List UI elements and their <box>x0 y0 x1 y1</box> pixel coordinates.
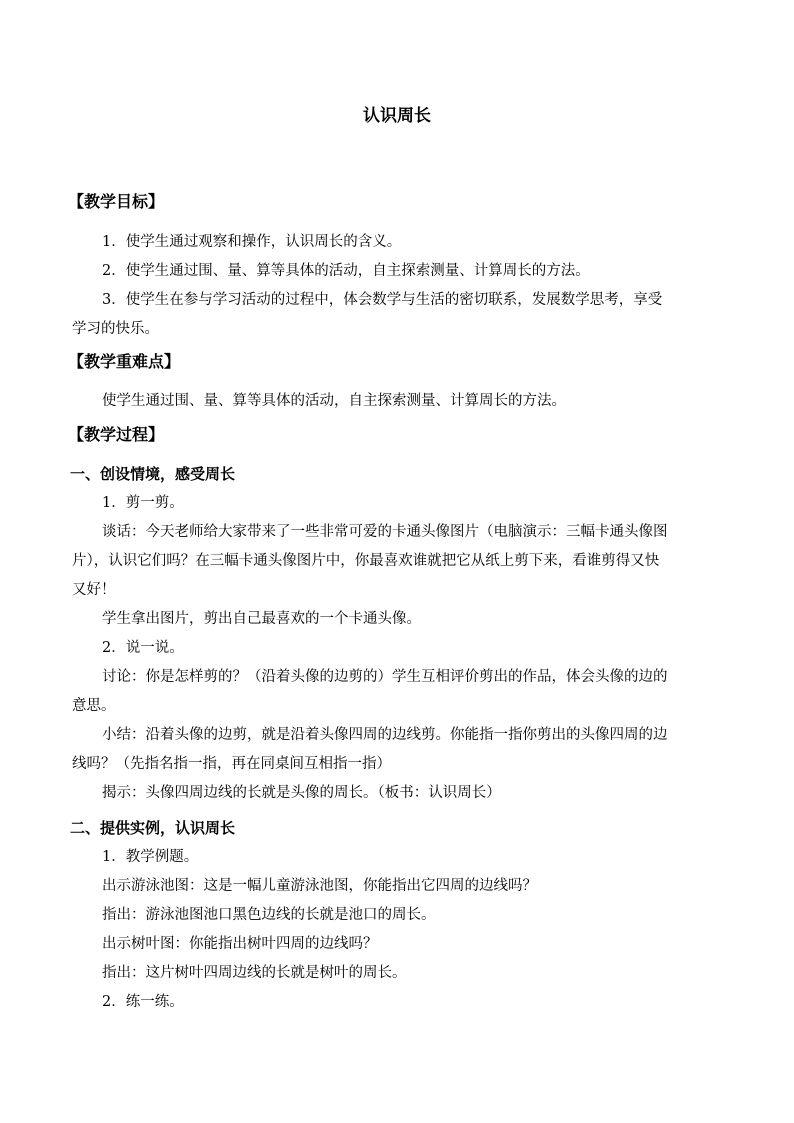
part1-line: 又好！ <box>72 582 116 598</box>
part2-body <box>72 843 722 1017</box>
key-points-heading: 【教学重难点】 <box>68 352 181 371</box>
part1-line: 1．剪一剪。 <box>102 495 184 511</box>
part1-line: 线吗？（先指名指一指，再在同桌间互相指一指） <box>72 756 391 772</box>
page-title: 认识周长 <box>363 106 431 126</box>
goals-heading: 【教学目标】 <box>68 192 165 211</box>
part2-line: 出示树叶图：你能指出树叶四周的边线吗？ <box>102 936 378 952</box>
part2-line: 指出：这片树叶四周边线的长就是树叶的周长。 <box>102 965 407 981</box>
part1-body <box>72 489 722 808</box>
goal-item: 2．使学生通过围、量、算等具体的活动，自主探索测量、计算周长的方法。 <box>102 263 590 279</box>
goal-item: 3．使学生在参与学习活动的过程中，体会数学与生活的密切联系，发展数学思考，享受 <box>102 292 663 308</box>
key-points-text: 使学生通过围、量、算等具体的活动，自主探索测量、计算周长的方法。 <box>102 393 566 409</box>
goals-list <box>72 228 722 344</box>
part1-line: 学生拿出图片，剪出自己最喜欢的一个卡通头像。 <box>102 611 421 627</box>
goal-item: 1．使学生通过观察和操作，认识周长的含义。 <box>102 234 402 250</box>
part1-line: 2．说一说。 <box>102 640 184 656</box>
process-heading: 【教学过程】 <box>68 425 165 444</box>
part2-line: 出示游泳池图：这是一幅儿童游泳池图，你能指出它四周的边线吗？ <box>102 878 537 894</box>
part2-line: 2．练一练。 <box>102 994 184 1010</box>
part1-line: 讨论：你是怎样剪的？（沿着头像的边剪的）学生互相评价剪出的作品，体会头像的边的 <box>102 669 668 685</box>
part2-line: 指出：游泳池图池口黑色边线的长就是池口的周长。 <box>102 907 436 923</box>
part1-line: 意思。 <box>72 698 116 714</box>
part1-line: 片），认识它们吗？在三幅卡通头像图片中，你最喜欢谁就把它从纸上剪下来，看谁剪得又快 <box>72 553 660 569</box>
part1-line: 揭示：头像四周边线的长就是头像的周长。（板书：认识周长） <box>102 785 501 801</box>
goal-item-continued: 学习的快乐。 <box>72 321 159 337</box>
part1-line: 谈话：今天老师给大家带来了一些非常可爱的卡通头像图片（电脑演示：三幅卡通头像图 <box>102 524 668 540</box>
part1-title: 一、创设情境，感受周长 <box>70 465 236 483</box>
part2-line: 1．教学例题。 <box>102 849 199 865</box>
key-points-body <box>72 387 722 416</box>
part1-line: 小结：沿着头像的边剪，就是沿着头像四周的边线剪。你能指一指你剪出的头像四周的边 <box>102 727 668 743</box>
part2-title: 二、提供实例，认识周长 <box>70 819 236 837</box>
